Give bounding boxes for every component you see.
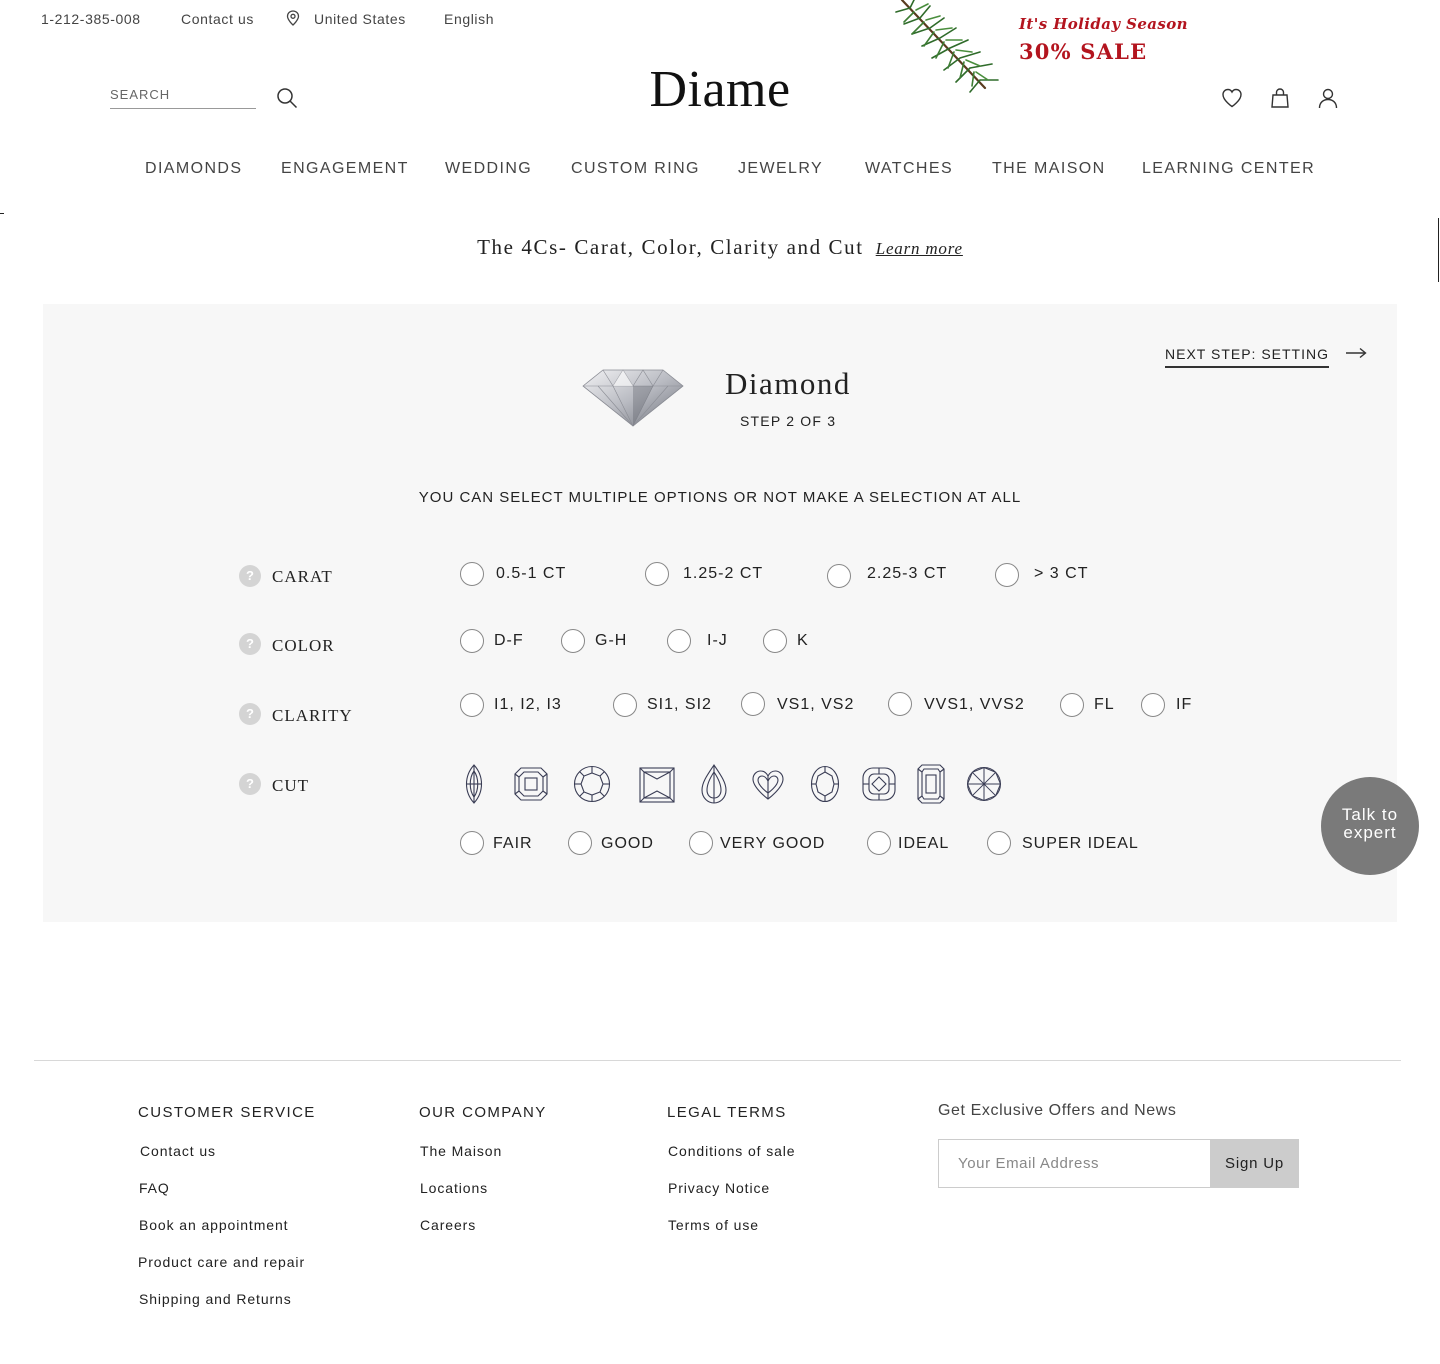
phone-link[interactable]: 1-212-385-008 [41, 11, 141, 27]
radio-button[interactable] [1141, 693, 1165, 717]
language-selector[interactable]: English [444, 11, 495, 27]
radio-button[interactable] [1060, 693, 1084, 717]
radio-button[interactable] [645, 562, 669, 586]
shape-rose-cut-icon[interactable] [966, 766, 1002, 802]
heart-icon[interactable] [1220, 86, 1244, 110]
option-label: D-F [494, 632, 524, 649]
option-label: I1, I2, I3 [494, 696, 562, 713]
edge-marker-left [0, 213, 4, 214]
footer-divider [34, 1060, 1401, 1061]
footer-link-book-appointment[interactable]: Book an appointment [139, 1217, 289, 1233]
option-label: GOOD [601, 835, 654, 852]
radio-button[interactable] [460, 693, 484, 717]
four-cs-banner [0, 235, 1440, 260]
newsletter-signup-button[interactable]: Sign Up [1210, 1139, 1299, 1188]
newsletter-email-input[interactable] [938, 1139, 1211, 1188]
radio-button[interactable] [763, 629, 787, 653]
nav-watches[interactable]: WATCHES [865, 160, 954, 177]
diamond-filter-panel [43, 304, 1397, 922]
shape-princess-icon[interactable] [639, 767, 675, 803]
shape-radiant-icon[interactable] [917, 764, 945, 804]
radio-button[interactable] [741, 692, 765, 716]
promo-headline[interactable]: It's Holiday Season [1019, 15, 1188, 33]
selection-instructions: YOU CAN SELECT MULTIPLE OPTIONS OR NOT MAKE A SELECTION AT ALL [418, 489, 1022, 506]
option-label: FAIR [493, 835, 533, 852]
help-icon[interactable]: ? [239, 565, 261, 587]
shape-oval-icon[interactable] [810, 765, 840, 803]
footer-link-conditions-of-sale[interactable]: Conditions of sale [668, 1143, 796, 1159]
radio-button[interactable] [561, 629, 585, 653]
search-input[interactable]: SEARCH [110, 84, 256, 109]
option-label: FL [1094, 696, 1115, 713]
nav-learning-center[interactable]: LEARNING CENTER [1142, 160, 1316, 177]
shape-cushion-icon[interactable] [862, 767, 896, 801]
carat-label: CARAT [272, 567, 333, 586]
shape-asscher-icon[interactable] [514, 767, 548, 801]
next-step-button[interactable]: NEXT STEP: SETTING [1165, 346, 1329, 368]
footer-heading: CUSTOMER SERVICE [138, 1104, 316, 1121]
talk-line-1: Talk to [1341, 805, 1399, 824]
footer-link-contact-us[interactable]: Contact us [140, 1143, 216, 1159]
shape-round-icon[interactable] [573, 765, 611, 803]
contact-us-link[interactable]: Contact us [181, 11, 254, 27]
radio-button[interactable] [460, 629, 484, 653]
nav-custom-ring[interactable]: CUSTOM RING [571, 160, 700, 177]
country-selector[interactable]: United States [314, 11, 406, 27]
learn-more-link[interactable]: Learn more [875, 239, 963, 258]
location-pin-icon [286, 10, 300, 26]
footer-heading: LEGAL TERMS [667, 1104, 787, 1121]
user-account-icon[interactable] [1316, 86, 1340, 110]
radio-button[interactable] [995, 563, 1019, 587]
color-label: COLOR [272, 636, 335, 655]
footer-link-shipping-returns[interactable]: Shipping and Returns [139, 1291, 292, 1307]
radio-button[interactable] [689, 831, 713, 855]
radio-button[interactable] [613, 693, 637, 717]
radio-button[interactable] [888, 692, 912, 716]
footer-link-locations[interactable]: Locations [420, 1180, 489, 1196]
top-bar [0, 0, 1440, 40]
footer-customer-service [138, 1104, 316, 1328]
diamond-gem-icon [581, 364, 685, 428]
footer-link-privacy-notice[interactable]: Privacy Notice [668, 1180, 771, 1196]
footer-our-company [419, 1104, 547, 1254]
radio-button[interactable] [460, 831, 484, 855]
arrow-right-icon[interactable] [1345, 347, 1367, 359]
shopping-bag-icon[interactable] [1268, 86, 1292, 110]
promo-sale-badge[interactable]: 30% SALE [1019, 39, 1148, 64]
option-label: > 3 CT [1034, 565, 1089, 582]
clarity-label: CLARITY [272, 706, 353, 725]
step-title: Diamond [725, 366, 851, 401]
option-label: IDEAL [898, 835, 950, 852]
shape-marquise-icon[interactable] [460, 764, 488, 804]
brand-logo[interactable]: Diame [649, 61, 791, 118]
footer-link-the-maison[interactable]: The Maison [420, 1143, 503, 1159]
footer-link-product-care[interactable]: Product care and repair [138, 1254, 306, 1270]
four-cs-text: The 4Cs- Carat, Color, Clarity and Cut [477, 235, 864, 259]
nav-wedding[interactable]: WEDDING [445, 160, 533, 177]
option-label: VERY GOOD [720, 835, 826, 852]
nav-jewelry[interactable]: JEWELRY [738, 160, 824, 177]
option-label: G-H [595, 632, 628, 649]
option-label: SI1, SI2 [647, 696, 712, 713]
footer-legal-terms [667, 1104, 796, 1254]
radio-button[interactable] [667, 629, 691, 653]
option-label: 1.25-2 CT [683, 565, 764, 582]
talk-line-2: expert [1343, 823, 1397, 842]
newsletter-heading: Get Exclusive Offers and News [938, 1102, 1177, 1119]
footer-link-faq[interactable]: FAQ [139, 1180, 170, 1196]
option-label: 0.5-1 CT [496, 565, 567, 582]
radio-button[interactable] [568, 831, 592, 855]
help-icon[interactable]: ? [239, 773, 261, 795]
help-icon[interactable]: ? [239, 703, 261, 725]
option-label: I-J [707, 632, 728, 649]
radio-button[interactable] [460, 562, 484, 586]
option-label: VS1, VS2 [777, 696, 855, 713]
option-label: VVS1, VVS2 [924, 696, 1025, 713]
footer-link-terms-of-use[interactable]: Terms of use [668, 1217, 759, 1233]
option-label: K [797, 632, 809, 649]
shape-heart-icon[interactable] [752, 770, 784, 800]
nav-diamonds[interactable]: DIAMONDS [145, 160, 243, 177]
nav-the-maison[interactable]: THE MAISON [992, 160, 1106, 177]
cut-label: CUT [272, 776, 309, 795]
option-label: IF [1176, 696, 1193, 713]
option-label: SUPER IDEAL [1022, 835, 1139, 852]
shape-pear-icon[interactable] [700, 764, 728, 804]
radio-button[interactable] [867, 831, 891, 855]
radio-button[interactable] [987, 831, 1011, 855]
help-icon[interactable]: ? [239, 633, 261, 655]
option-label: 2.25-3 CT [867, 565, 948, 582]
radio-button[interactable] [827, 564, 851, 588]
footer-link-careers[interactable]: Careers [420, 1217, 477, 1233]
footer-heading: OUR COMPANY [419, 1104, 547, 1121]
main-navigation [0, 160, 1440, 182]
nav-engagement[interactable]: ENGAGEMENT [281, 160, 409, 177]
talk-to-expert-button[interactable] [1321, 777, 1419, 875]
step-indicator: STEP 2 OF 3 [740, 413, 837, 429]
